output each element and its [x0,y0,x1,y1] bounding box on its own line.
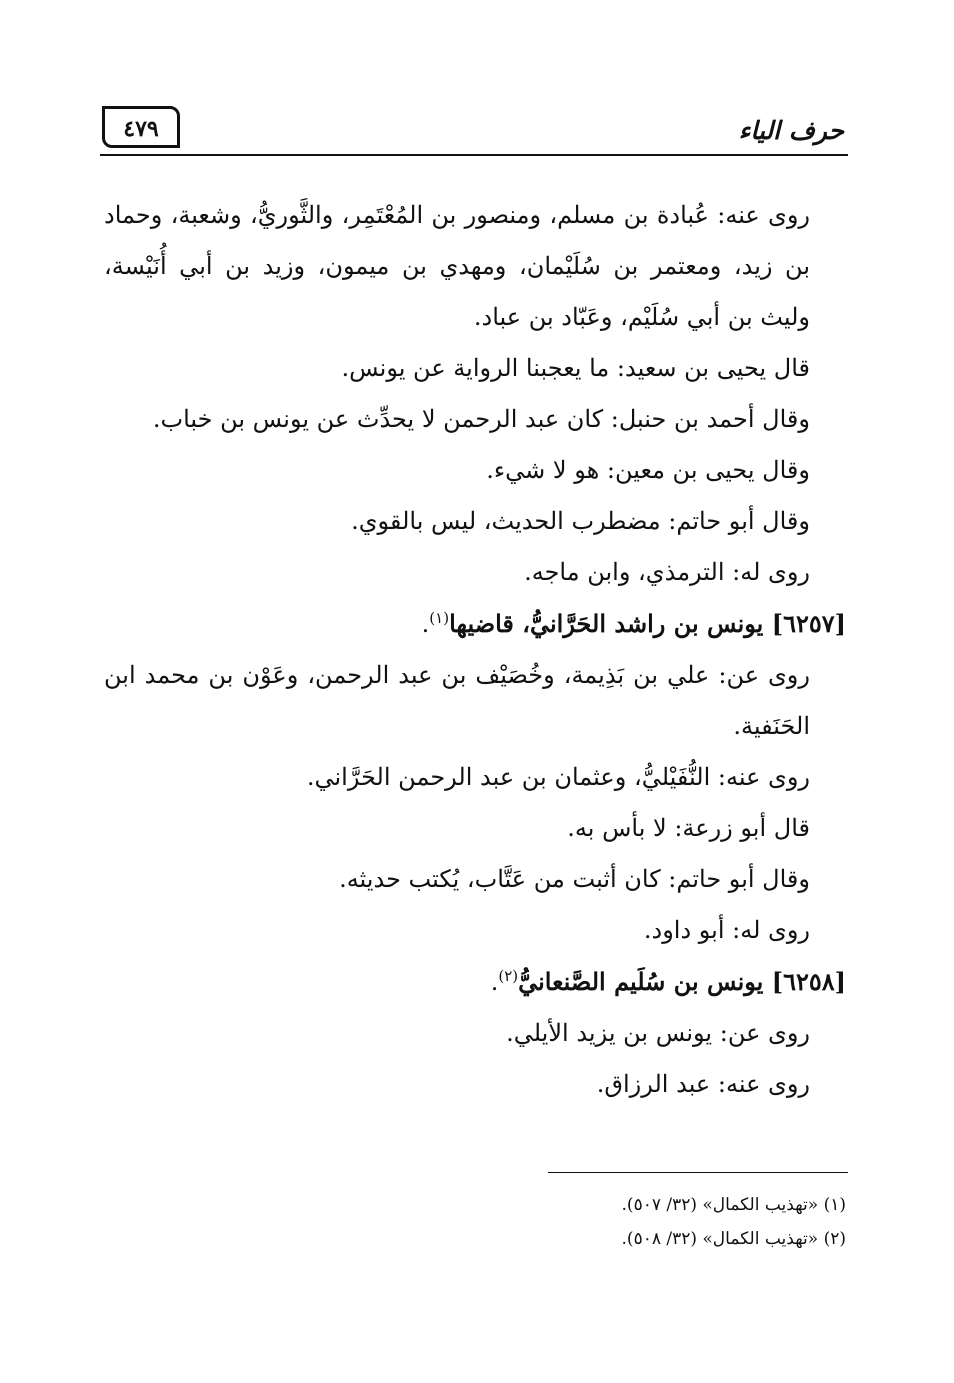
entry-title: [٦٢٥٧] يونس بن راشد الحَرَّانيُّ، قاضيها [449,609,846,638]
paragraph-6257-from: روى عن: علي بن بَذِيمة، وخُصَيْف بن عبد الرحمن، وعَوْن بن محمد ابن الحَنَفية. [104,661,810,740]
entry-title: [٦٢٥٨] يونس بن سُلَيم الصَّنعانيُّ [518,967,846,996]
paragraph-yahya-ibn-main: وقال يحيى بن معين: هو لا شيء. [486,456,810,484]
paragraph-6257-by: روى عنه: النُّفَيْليُّ، وعثمان بن عبد الرحمن الحَرَّاني. [306,763,810,791]
entry-heading-6258 [104,956,846,1008]
chapter-title: حرف الياء [738,116,844,145]
paragraph-yahya-ibn-said: قال يحيى بن سعيد: ما يعجبنا الرواية عن يونس. [341,354,810,382]
page-number-box: ٤٧٩ [102,106,180,148]
paragraph-6257-abu-hatim: وقال أبو حاتم: كان أثبت من عَتَّاب، يُكتب حديثه. [339,865,810,893]
paragraph-abu-hatim: وقال أبو حاتم: مضطرب الحديث، ليس بالقوي. [351,507,810,535]
page-header [100,100,848,158]
paragraph-narrators-from: روى عنه: عُبادة بن مسلم، ومنصور بن المُعْتَمِر، والثَّوريُّ، وشعبة، وحماد بن زيد، ومعتمر بن سُلَيْمان، ومهدي بن ميمون، وزيد بن أبي أُنَيْسة، وليث بن أبي سُلَيْم، وعَبّاد بن عباد. [104,201,810,331]
main-text [104,190,846,1110]
footnotes [400,1188,846,1256]
footnote-1: (١) «تهذيب الكمال» (٣٢/ ٥٠٧). [621,1195,846,1215]
entry-end: . [421,610,430,638]
paragraph-6258-by: روى عنه: عبد الرزاق. [596,1070,810,1098]
entry-end: . [490,968,499,996]
paragraph-6258-from: روى عن: يونس بن يزيد الأيلي. [506,1019,810,1047]
footnote-divider [548,1172,848,1173]
footnote-2: (٢) «تهذيب الكمال» (٣٢/ ٥٠٨). [621,1229,846,1249]
footnote-reference[interactable]: (١) [429,609,450,627]
paragraph-ahmad-ibn-hanbal: وقال أحمد بن حنبل: كان عبد الرحمن لا يحدِّث عن يونس بن خباب. [152,405,810,433]
paragraph-6257-abu-zura: قال أبو زرعة: لا بأس به. [567,814,810,842]
paragraph-narrated-by: روى له: الترمذي، وابن ماجه. [524,558,810,586]
header-divider [100,154,848,156]
entry-heading-6257 [104,598,846,650]
footnote-reference[interactable]: (٢) [498,967,519,985]
paragraph-6257-narrated: روى له: أبو داود. [643,916,810,944]
